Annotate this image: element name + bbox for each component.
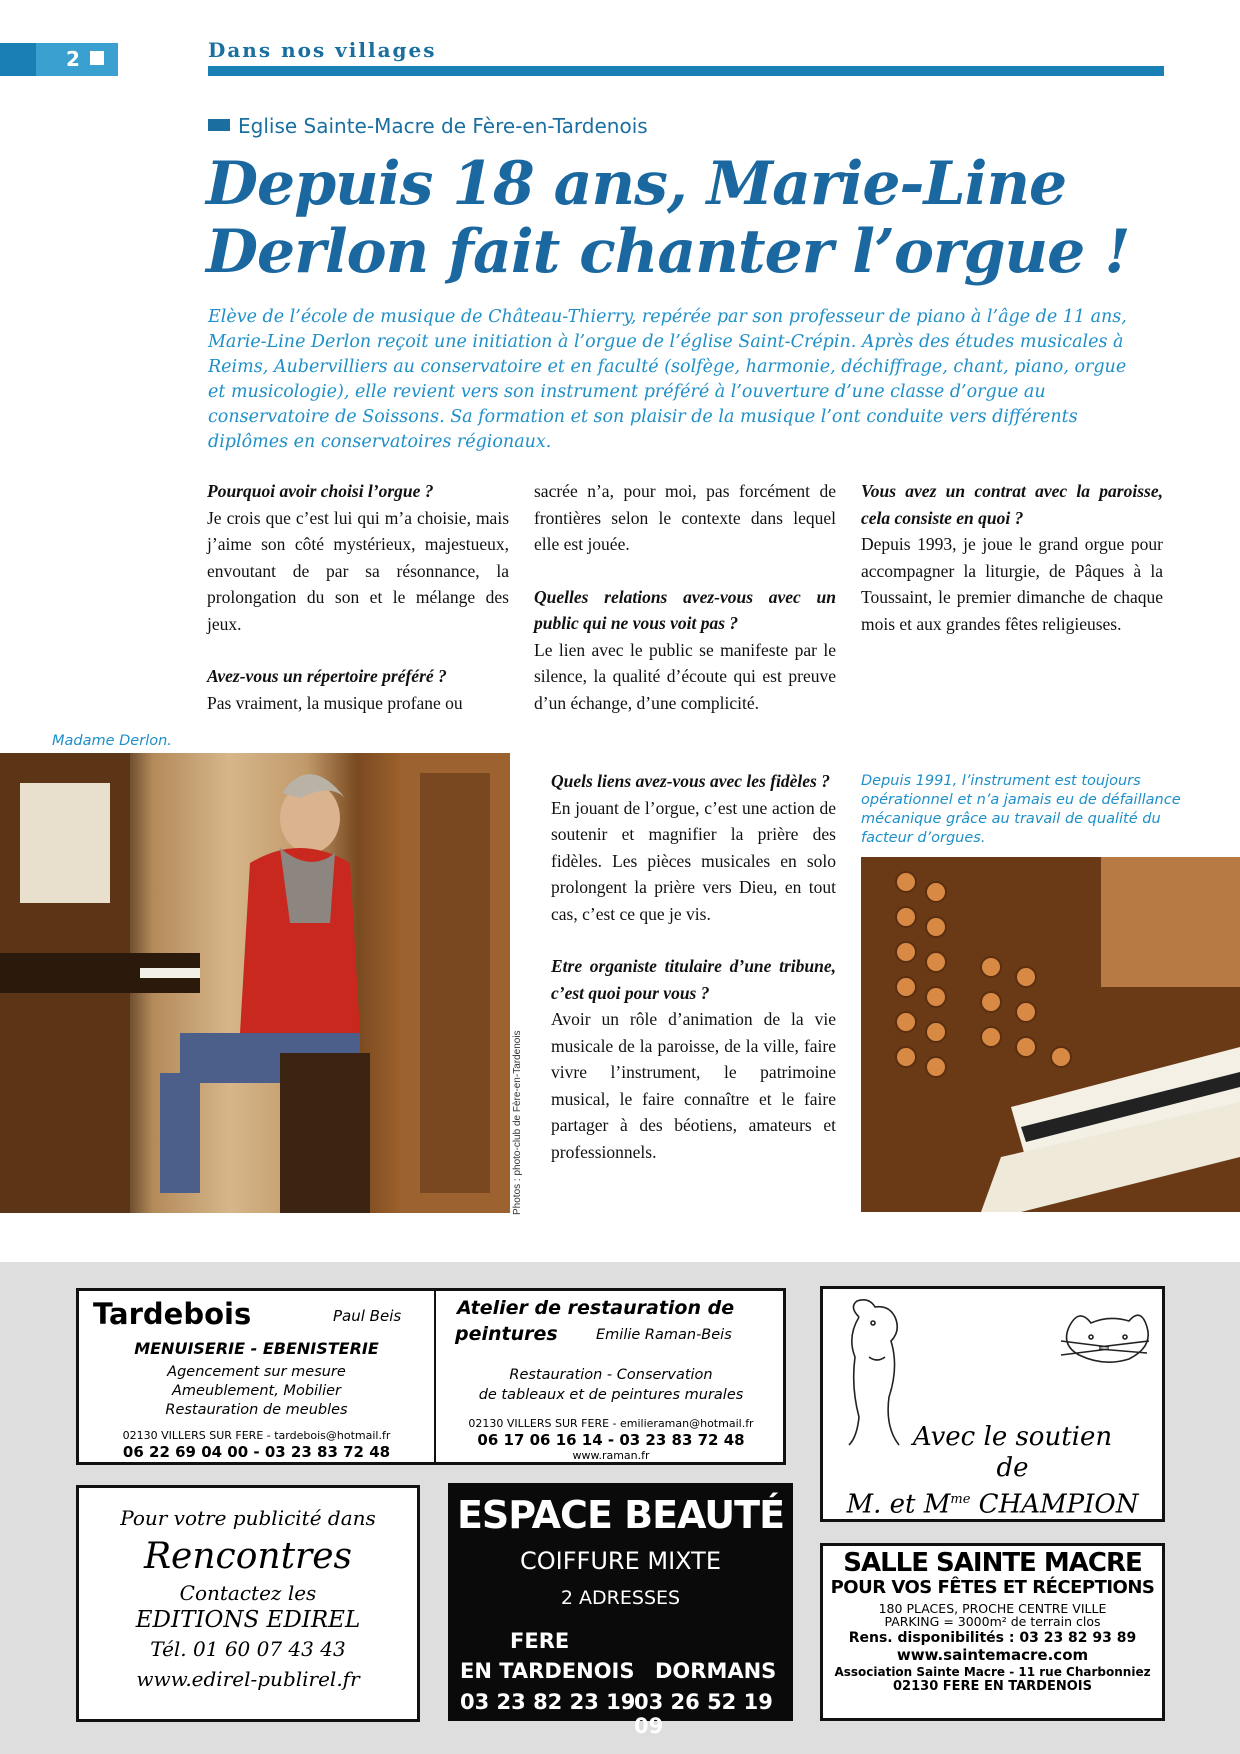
page-number-badge [0,43,118,76]
question: Etre organiste titulaire d’une tribune, c’est quoi pour vous ? [551,956,836,1003]
kicker-square-icon [208,119,230,131]
badge-accent [0,43,36,76]
answer: Depuis 1993, je joue le grand orgue pour accompagner la liturgie, de Pâques à la Toussaint, le premier dimanche de chaque mois et aux grandes fêtes religieuses. [861,534,1163,634]
article-column-2b [551,768,836,1165]
ad-tardebois-name: Tardebois [93,1297,252,1331]
article-column-2 [534,478,836,716]
ad-atelier-services: Restauration - Conservation de tableaux et de peintures murales [478,1367,744,1403]
ad-tardebois-address: 02130 VILLERS SUR FERE - tardebois@hotmail.fr [122,1429,391,1442]
article-title: Depuis 18 ans, Marie-Line Derlon fait chanter l’orgue ! [206,149,1130,287]
ad-tardebois-phones: 06 22 69 04 00 - 03 23 83 72 48 [122,1443,391,1461]
ad-espace-beaute [448,1483,793,1738]
question: Vous avez un contrat avec la paroisse, cela consiste en quoi ? [861,481,1163,528]
answer: Le lien avec le public se manifeste par le silence, la qualité d’écoute qui est preuve d’un échange, d’une complicité. [534,639,836,713]
question: Quels liens avez-vous avec les fidèles ? [551,771,830,791]
answer: En jouant de l’orgue, c’est une action de soutenir et magnifier la prière des fidèles. Les pièces musicales en solo prolongent la prière vers Dieu, en tout cas, c’est ce que je vis. [551,797,836,924]
ad-beaute-loc2: DORMANS [655,1659,777,1683]
organ-console-illustration [861,857,1240,1212]
organist-photo [0,753,510,1213]
ad-beaute-addresses: 2 ADRESSES [560,1587,681,1609]
article-column-1 [207,478,509,716]
ad-atelier-web: www.raman.fr [572,1449,650,1462]
ad-tardebois-atelier [76,1288,786,1465]
organ-console-photo [861,857,1240,1212]
ad-tardebois-services: Agencement sur mesure Ameublement, Mobilier Restauration de meubles [165,1364,348,1418]
ad-beaute-title: ESPACE BEAUTÉ [456,1493,785,1537]
ad-beaute-loc1-a: FERE [510,1629,570,1653]
ad-atelier-owner: Emilie Raman-Beis [596,1327,732,1343]
ad-beaute-phone2: 03 26 52 19 09 [634,1690,773,1738]
ad-beaute-sub: COIFFURE MIXTE [520,1547,721,1575]
answer: Je crois que c’est lui qui m’a choisie, mais j’aime son côté mystérieux, majestueux, envoutant de par sa résonnance, la prolongation du son et le mélange des jeux. [207,507,509,634]
question: Quelles relations avez-vous avec un public qui ne vous voit pas ? [534,586,836,633]
page-number: 2 [66,47,80,71]
article-lead: Elève de l’école de musique de Château-Thierry, repérée par son professeur de piano à l’âge de 11 ans, Marie-Line Derlon reçoit une initiation à l’orgue de l’église Saint-Crépin. Après des études musicales à Reims, Aubervilliers au conservatoire et en faculté (solfège, harmonie, déchiffrage, chant, piano, orgue et musicologie), elle revient vers son instrument préféré à l’ouverture d’une classe d’orgue au conservatoire de Soissons. Sa formation et son plaisir de la musique l’ont conduite vers différents diplômes en conservatoires régionaux. [208,307,1127,452]
header-rule [208,66,1164,76]
square-icon [90,51,104,65]
ad-champion [820,1286,1165,1522]
ad-atelier-name-2: peintures [455,1323,558,1345]
question: Avez-vous un répertoire préféré ? [207,666,447,686]
article-column-3 [861,478,1163,637]
ad-atelier-name: Atelier de restauration de [457,1297,735,1319]
answer: Pas vraiment, la musique profane ou [207,692,463,713]
photo-caption: Madame Derlon. [52,733,172,749]
ad-salle-sainte-macre: SALLE SAINTE MACRE POUR VOS FÊTES ET RÉCEPTIONS 180 PLACES, PROCHE CENTRE VILLE PARKING = 3000m² de terrain clos Rens. disponibilités : 03 23 82 93 89 www.saintemacre.com Association Sainte Macre - 11 rue Charbonniez 02130 FERE EN TARDENOIS [820,1543,1165,1721]
answer: sacrée n’a, pour moi, pas forcément de frontières selon le contexte dans lequel elle est jouée. [534,481,836,554]
ad-tardebois-trade: MENUISERIE - EBENISTERIE [134,1339,379,1358]
organist-illustration [0,753,510,1213]
ad-edirel: Pour votre publicité dans Rencontres Contactez les EDITIONS EDIREL Tél. 01 60 07 43 43 www.edirel-publirel.fr [76,1485,420,1722]
question: Pourquoi avoir choisi l’orgue ? [207,481,434,501]
photo-credit: Photos : photo-club de Fère-en-Tardenois [512,1030,523,1215]
section-title: Dans nos villages [208,38,437,62]
ad-champion-text: Avec le soutien de M. et $M^{me}$ CHAMPION [846,1422,1139,1520]
article-kicker: Eglise Sainte-Macre de Fère-en-Tardenois [208,114,648,138]
answer: Avoir un rôle d’animation de la vie musicale de la paroisse, de la ville, faire vivre l’instrument, le patrimoine musical, le faire connaître et le faire partager à des béotiens, amateurs et professionnels. [551,1009,836,1162]
ad-tardebois-owner: Paul Beis [333,1307,402,1325]
ad-atelier-address: 02130 VILLERS SUR FERE - emilieraman@hotmail.fr [468,1417,754,1430]
ad-atelier-phones: 06 17 06 16 14 - 03 23 83 72 48 [477,1431,745,1449]
photo-caption: Depuis 1991, l’instrument est toujours opérationnel et n’a jamais eu de défaillance mécanique grâce au travail de qualité du facteur d’orgues. [861,773,1181,846]
ad-beaute-loc1-b: EN TARDENOIS [460,1659,635,1683]
ad-beaute-phone1: 03 23 82 23 19 [460,1690,636,1714]
